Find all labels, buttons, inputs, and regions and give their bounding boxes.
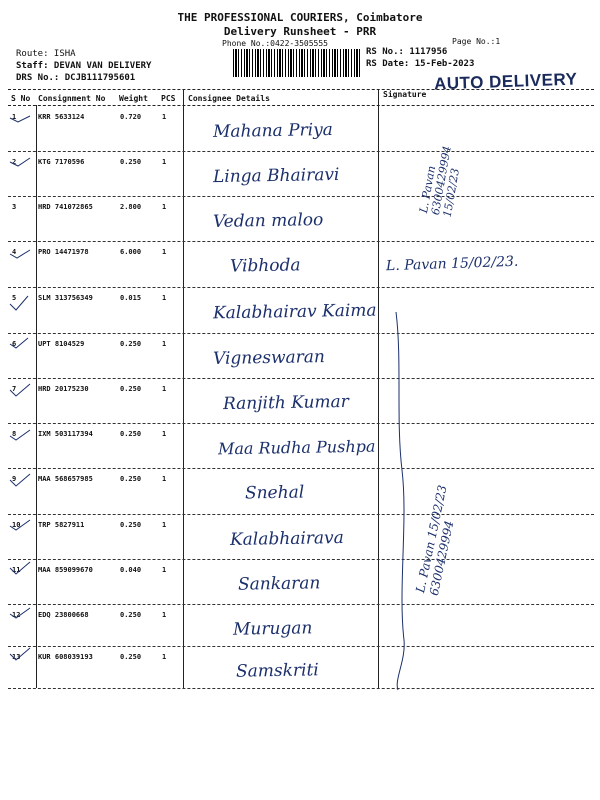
row-weight: 0.040 — [120, 566, 142, 574]
row-weight: 2.800 — [120, 203, 142, 211]
col-header-consignment: Consignment No — [38, 94, 106, 103]
row-weight: 6.000 — [120, 248, 142, 256]
row-sno: 7 — [12, 385, 17, 393]
row-sno: 5 — [12, 294, 17, 302]
row-weight: 0.250 — [120, 653, 142, 661]
row-weight: 0.250 — [120, 385, 142, 393]
row-sno: 3 — [12, 203, 17, 211]
row-consignee: Murugan — [232, 618, 313, 640]
row-pcs: 1 — [162, 430, 167, 438]
row-consignee: Samskriti — [235, 660, 319, 682]
row-pcs: 1 — [162, 385, 167, 393]
col-header-sno: S No — [11, 94, 31, 103]
row-sno: 6 — [12, 340, 17, 348]
row-consignment: PRO 14471978 — [38, 248, 89, 256]
rs-number: RS No.: 1117956 — [366, 47, 448, 57]
rs-date: RS Date: 15-Feb-2023 — [366, 59, 475, 69]
row-weight: 0.250 — [120, 475, 142, 483]
row-pcs: 1 — [162, 294, 167, 302]
row-consignment: IXM 503117394 — [38, 430, 93, 438]
row-consignment: SLM 313756349 — [38, 294, 93, 302]
row-consignee: Kalabhairav Kaima — [212, 300, 377, 324]
row-weight: 0.250 — [120, 611, 142, 619]
row-sno: 12 — [12, 611, 21, 619]
page-number: Page No.:1 — [452, 37, 501, 46]
row-consignment: HRD 20175230 — [38, 385, 89, 393]
row-sno: 4 — [12, 248, 17, 256]
signature-block-3: L. Pavan 15/02/23 6300429994 — [413, 483, 457, 597]
phone-number: Phone No.:0422-3505555 — [222, 39, 328, 48]
row-consignee: Kalabhairava — [229, 528, 344, 550]
row-sno: 8 — [12, 430, 17, 438]
row-consignee: Vedan maloo — [212, 210, 324, 232]
signature-block-1: L. Pavan 6300429994 15/02/23 — [417, 144, 463, 219]
row-consignee: Vigneswaran — [212, 347, 326, 369]
row-consignment: HRD 741072865 — [38, 203, 93, 211]
row-weight: 0.250 — [120, 430, 142, 438]
drs-number: DRS No.: DCJB111795601 — [16, 73, 136, 83]
row-sno: 9 — [12, 475, 17, 483]
row-consignee: Mahana Priya — [212, 119, 334, 143]
row-consignee: Ranjith Kumar — [222, 391, 349, 415]
row-sno: 1 — [12, 113, 17, 121]
row-consignee: Sankaran — [237, 573, 321, 595]
row-consignment: UPT 8104529 — [38, 340, 85, 348]
row-consignment: MAA 859099670 — [38, 566, 93, 574]
row-consignee: Snehal — [244, 482, 305, 504]
row-consignee: Maa Rudha Pushpa — [217, 436, 376, 459]
row-pcs: 1 — [162, 611, 167, 619]
row-weight: 0.250 — [120, 521, 142, 529]
row-consignment: EDQ 23800668 — [38, 611, 89, 619]
row-consignee: Vibhoda — [229, 255, 301, 277]
col-header-consignee: Consignee Details — [188, 94, 270, 103]
row-consignment: KTG 7170596 — [38, 158, 85, 166]
row-pcs: 1 — [162, 158, 167, 166]
col-header-pcs: PCS — [161, 94, 176, 103]
row-pcs: 1 — [162, 248, 167, 256]
route-label: Route: ISHA — [16, 49, 76, 59]
row-weight: 0.720 — [120, 113, 142, 121]
signature-block-2: L. Pavan 15/02/23. — [385, 253, 519, 275]
row-pcs: 1 — [162, 340, 167, 348]
row-weight: 0.250 — [120, 158, 142, 166]
row-weight: 0.250 — [120, 340, 142, 348]
row-consignment: MAA 568657985 — [38, 475, 93, 483]
row-consignee: Linga Bhairavi — [212, 164, 340, 188]
col-header-signature: Signature — [383, 90, 427, 99]
auto-delivery-stamp: AUTO DELIVERY — [433, 69, 578, 94]
row-consignment: KUR 608039193 — [38, 653, 93, 661]
row-pcs: 1 — [162, 203, 167, 211]
row-consignment: KRR 5633124 — [38, 113, 85, 121]
row-sno: 11 — [12, 566, 21, 574]
row-weight: 0.015 — [120, 294, 142, 302]
row-pcs: 1 — [162, 475, 167, 483]
company-name: THE PROFESSIONAL COURIERS, Coimbatore — [177, 11, 423, 24]
row-pcs: 1 — [162, 521, 167, 529]
document-title: Delivery Runsheet - PRR — [223, 25, 377, 38]
row-pcs: 1 — [162, 566, 167, 574]
col-header-weight: Weight — [119, 94, 148, 103]
row-sno: 13 — [12, 653, 21, 661]
row-consignment: TRP 5827911 — [38, 521, 85, 529]
row-pcs: 1 — [162, 113, 167, 121]
row-sno: 10 — [12, 521, 21, 529]
staff-label: Staff: DEVAN VAN DELIVERY — [16, 61, 152, 71]
row-pcs: 1 — [162, 653, 167, 661]
row-sno: 2 — [12, 158, 17, 166]
